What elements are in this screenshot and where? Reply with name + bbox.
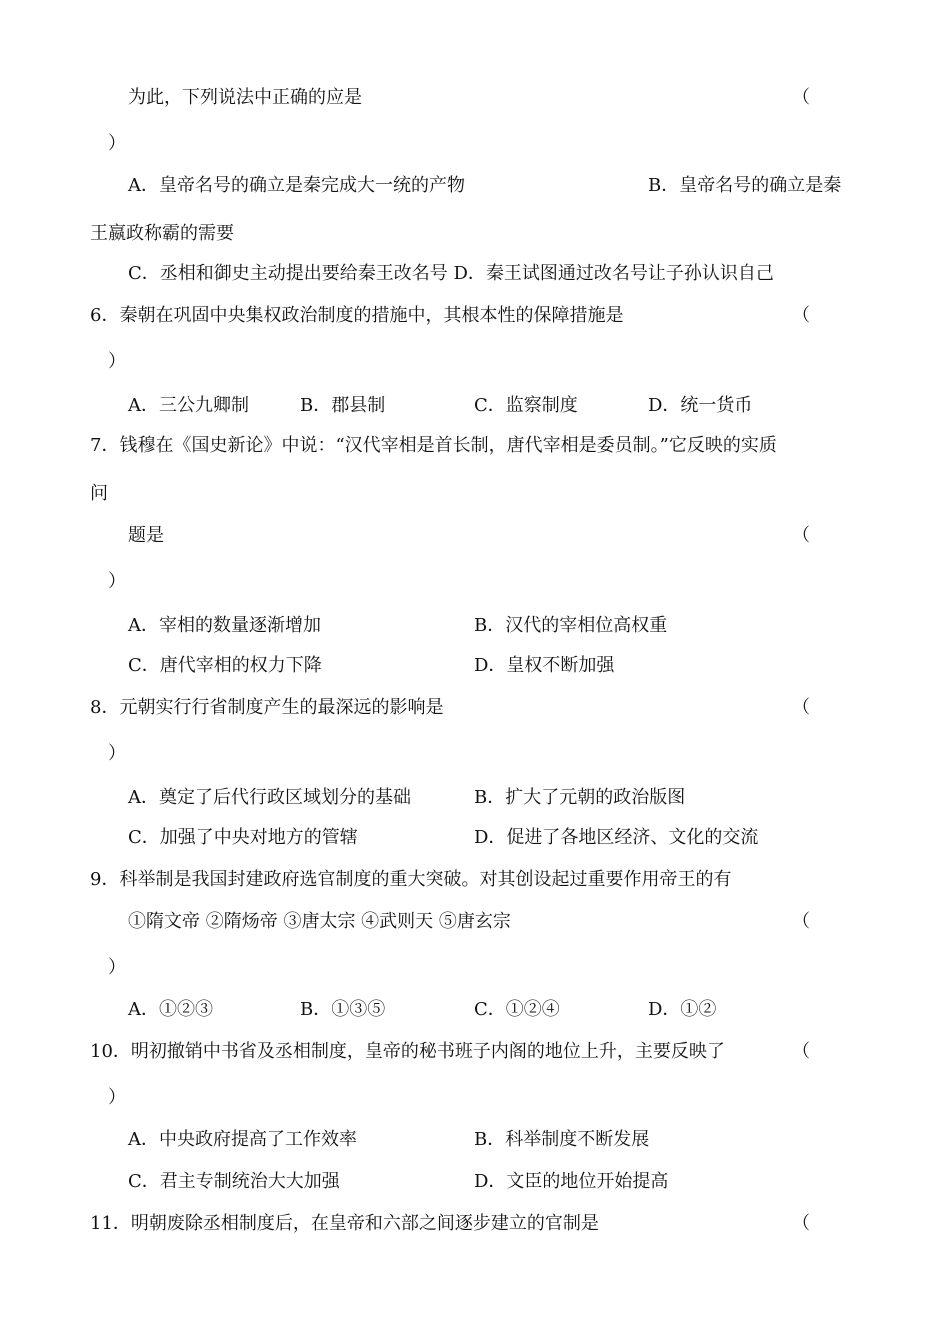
answer-paren-open: （ — [792, 1041, 810, 1062]
question-stem: 11．明朝废除丞相制度后，在皇帝和六部之间逐步建立的官制是 — [90, 1213, 599, 1234]
option-b: B．郡县制 — [300, 395, 386, 416]
answer-paren-open: （ — [792, 87, 810, 108]
question-stem: 6．秦朝在巩固中央集权政治制度的措施中，其根本性的保障措施是 — [90, 305, 624, 326]
option-a: A．宰相的数量逐渐增加 — [128, 615, 321, 636]
option-d: D．①② — [648, 999, 717, 1020]
option-d: D．促进了各地区经济、文化的交流 — [474, 827, 759, 848]
answer-paren-open: （ — [792, 305, 810, 326]
option-c: C．唐代宰相的权力下降 — [128, 655, 322, 676]
answer-paren-close: ） — [108, 571, 126, 592]
answer-paren-close: ） — [108, 351, 126, 372]
answer-paren-open: （ — [792, 911, 810, 932]
option-c-d: C．丞相和御史主动提出要给秦王改名号 D．秦王试图通过改名号让子孙认识自己 — [128, 263, 774, 284]
question-stem: 9．科举制是我国封建政府选官制度的重大突破。对其创设起过重要作用帝王的有 — [90, 869, 732, 890]
answer-paren-open: （ — [792, 697, 810, 718]
option-c: C．①②④ — [474, 999, 560, 1020]
option-a: A．中央政府提高了工作效率 — [128, 1129, 357, 1150]
option-a: A．奠定了后代行政区域划分的基础 — [128, 787, 411, 808]
option-b: B．汉代的宰相位高权重 — [474, 615, 668, 636]
answer-paren-close: ） — [108, 133, 126, 154]
option-b-wrap: 王嬴政称霸的需要 — [90, 223, 234, 244]
option-a: A．①②③ — [128, 999, 213, 1020]
answer-paren-open: （ — [792, 525, 810, 546]
question-stem-wrap: 问 — [90, 483, 108, 504]
option-d: D．皇权不断加强 — [474, 655, 615, 676]
option-c: C．加强了中央对地方的管辖 — [128, 827, 358, 848]
option-a: A．三公九卿制 — [128, 395, 249, 416]
question-stem: 为此，下列说法中正确的应是 — [128, 87, 362, 108]
answer-paren-close: ） — [108, 1087, 126, 1108]
option-b: B．皇帝名号的确立是秦 — [648, 175, 842, 196]
option-d: D．统一货币 — [648, 395, 753, 416]
question-stem: 10．明初撤销中书省及丞相制度，皇帝的秘书班子内阁的地位上升，主要反映了 — [90, 1041, 725, 1062]
answer-paren-close: ） — [108, 957, 126, 978]
option-c: C．监察制度 — [474, 395, 578, 416]
question-items: ①隋文帝 ②隋炀帝 ③唐太宗 ④武则天 ⑤唐玄宗 — [128, 911, 511, 932]
option-d: D．文臣的地位开始提高 — [474, 1171, 669, 1192]
answer-paren-close: ） — [108, 743, 126, 764]
answer-paren-open: （ — [792, 1213, 810, 1234]
option-a: A．皇帝名号的确立是秦完成大一统的产物 — [128, 175, 465, 196]
option-c: C．君主专制统治大大加强 — [128, 1171, 340, 1192]
question-stem: 8．元朝实行行省制度产生的最深远的影响是 — [90, 697, 444, 718]
option-b: B．①③⑤ — [300, 999, 386, 1020]
question-stem-cont: 题是 — [128, 525, 164, 546]
option-b: B．扩大了元朝的政治版图 — [474, 787, 686, 808]
option-b: B．科举制度不断发展 — [474, 1129, 650, 1150]
question-stem: 7．钱穆在《国史新论》中说：“汉代宰相是首长制，唐代宰相是委员制。”它反映的实质 — [90, 435, 777, 456]
